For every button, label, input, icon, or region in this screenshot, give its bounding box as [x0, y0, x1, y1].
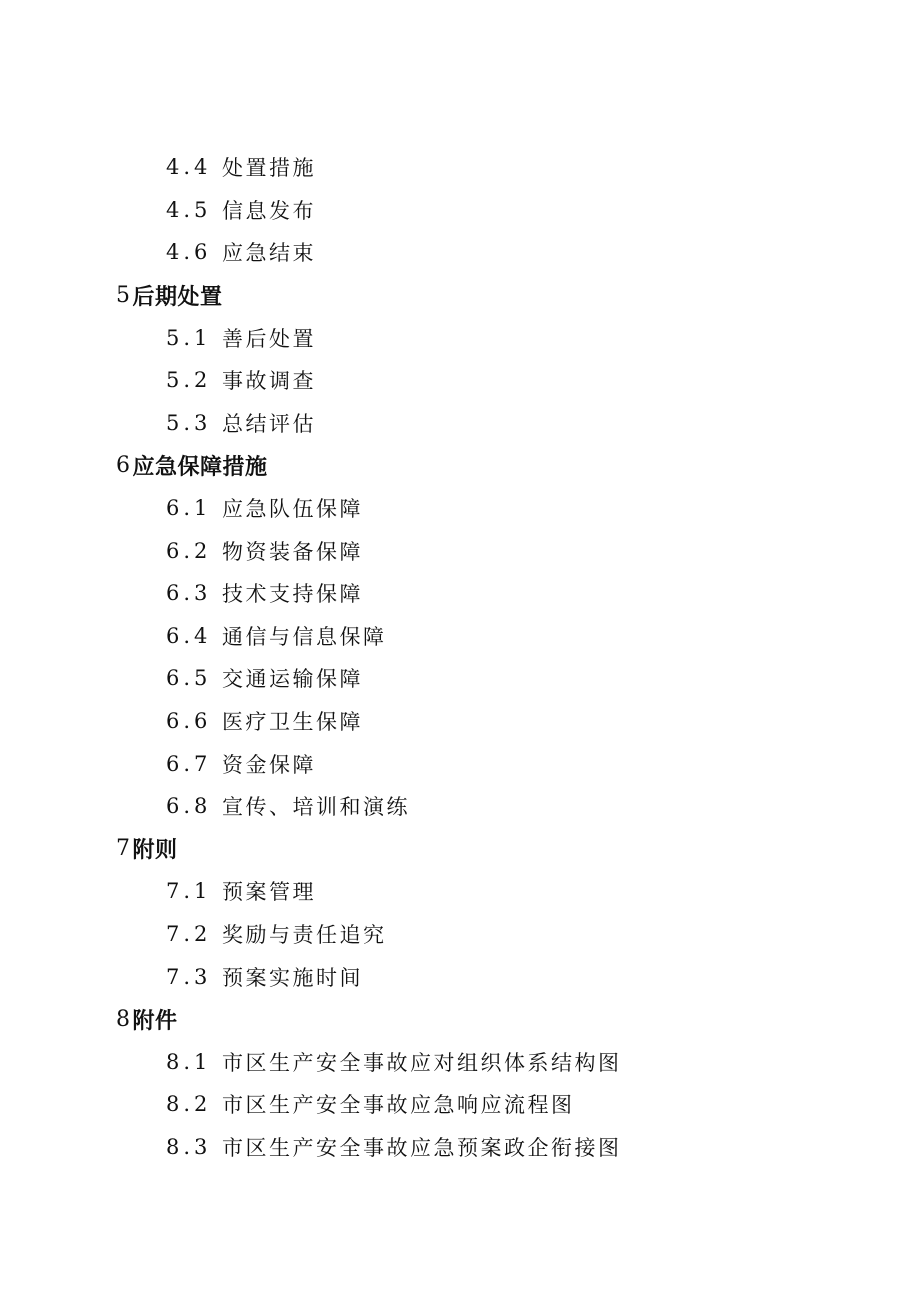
toc-number: 7.1 [166, 879, 212, 904]
toc-subsection-item [0, 742, 920, 785]
toc-number: 5.2 [166, 368, 212, 393]
toc-title: 通信与信息保障 [222, 624, 387, 649]
toc-subsection-item [0, 487, 920, 530]
toc-title: 宣传、培训和演练 [222, 795, 410, 820]
toc-title: 事故调查 [222, 369, 316, 394]
toc-number: 6.2 [166, 538, 212, 563]
toc-title: 预案管理 [222, 880, 316, 905]
toc-title: 应急保障措施 [132, 453, 268, 480]
toc-subsection-item [0, 1083, 920, 1126]
toc-number: 4.5 [166, 197, 212, 222]
toc-number: 4.4 [166, 155, 212, 180]
toc-subsection-item [0, 700, 920, 743]
toc-subsection-item [0, 913, 920, 956]
toc-subsection-item [0, 189, 920, 232]
toc-title: 医疗卫生保障 [222, 710, 363, 735]
toc-number: 6.3 [166, 581, 212, 606]
toc-title: 附件 [132, 1007, 178, 1034]
toc-subsection-item [0, 785, 920, 828]
toc-number: 7 [116, 836, 131, 862]
toc-number: 4.6 [166, 240, 212, 265]
toc-number: 7.2 [166, 921, 212, 946]
toc-title: 处置措施 [222, 156, 316, 181]
toc-number: 6 [116, 452, 131, 478]
toc-subsection-item [0, 955, 920, 998]
toc-title: 技术支持保障 [222, 582, 363, 607]
toc-subsection-item [0, 615, 920, 658]
toc-title: 预案实施时间 [222, 965, 363, 990]
toc-title: 信息发布 [222, 198, 316, 223]
toc-subsection-item [0, 146, 920, 189]
toc-number: 8.2 [166, 1092, 212, 1117]
toc-title: 应急队伍保障 [222, 497, 363, 522]
toc-subsection-item [0, 359, 920, 402]
toc-section-heading [0, 828, 920, 871]
toc-number: 6.6 [166, 709, 212, 734]
toc-number: 8.1 [166, 1049, 212, 1074]
toc-subsection-item [0, 572, 920, 615]
toc-section-heading [0, 998, 920, 1041]
toc-title: 应急结束 [222, 241, 316, 266]
toc-number: 5.3 [166, 410, 212, 435]
toc-number: 6.5 [166, 666, 212, 691]
toc-number: 7.3 [166, 964, 212, 989]
toc-number: 6.4 [166, 623, 212, 648]
toc-title: 善后处置 [222, 326, 316, 351]
toc-title: 市区生产安全事故应急预案政企衔接图 [222, 1135, 622, 1160]
toc-number: 6.1 [166, 496, 212, 521]
toc-number: 5 [116, 282, 131, 308]
toc-title: 市区生产安全事故应急响应流程图 [222, 1093, 575, 1118]
toc-number: 5.1 [166, 325, 212, 350]
toc-title: 物资装备保障 [222, 539, 363, 564]
toc-title: 资金保障 [222, 752, 316, 777]
toc-title: 市区生产安全事故应对组织体系结构图 [222, 1050, 622, 1075]
table-of-contents [0, 146, 920, 1168]
toc-number: 8 [116, 1006, 131, 1032]
toc-subsection-item [0, 657, 920, 700]
toc-subsection-item [0, 1040, 920, 1083]
toc-number: 6.8 [166, 794, 212, 819]
toc-subsection-item [0, 231, 920, 274]
toc-section-heading [0, 274, 920, 317]
toc-title: 附则 [132, 837, 178, 864]
toc-title: 交通运输保障 [222, 667, 363, 692]
toc-number: 6.7 [166, 751, 212, 776]
toc-subsection-item [0, 1126, 920, 1169]
toc-section-heading [0, 444, 920, 487]
toc-number: 8.3 [166, 1134, 212, 1159]
toc-title: 后期处置 [132, 283, 223, 310]
toc-title: 奖励与责任追究 [222, 922, 387, 947]
toc-subsection-item [0, 316, 920, 359]
toc-title: 总结评估 [222, 411, 316, 436]
toc-subsection-item [0, 870, 920, 913]
toc-subsection-item [0, 529, 920, 572]
toc-subsection-item [0, 402, 920, 445]
